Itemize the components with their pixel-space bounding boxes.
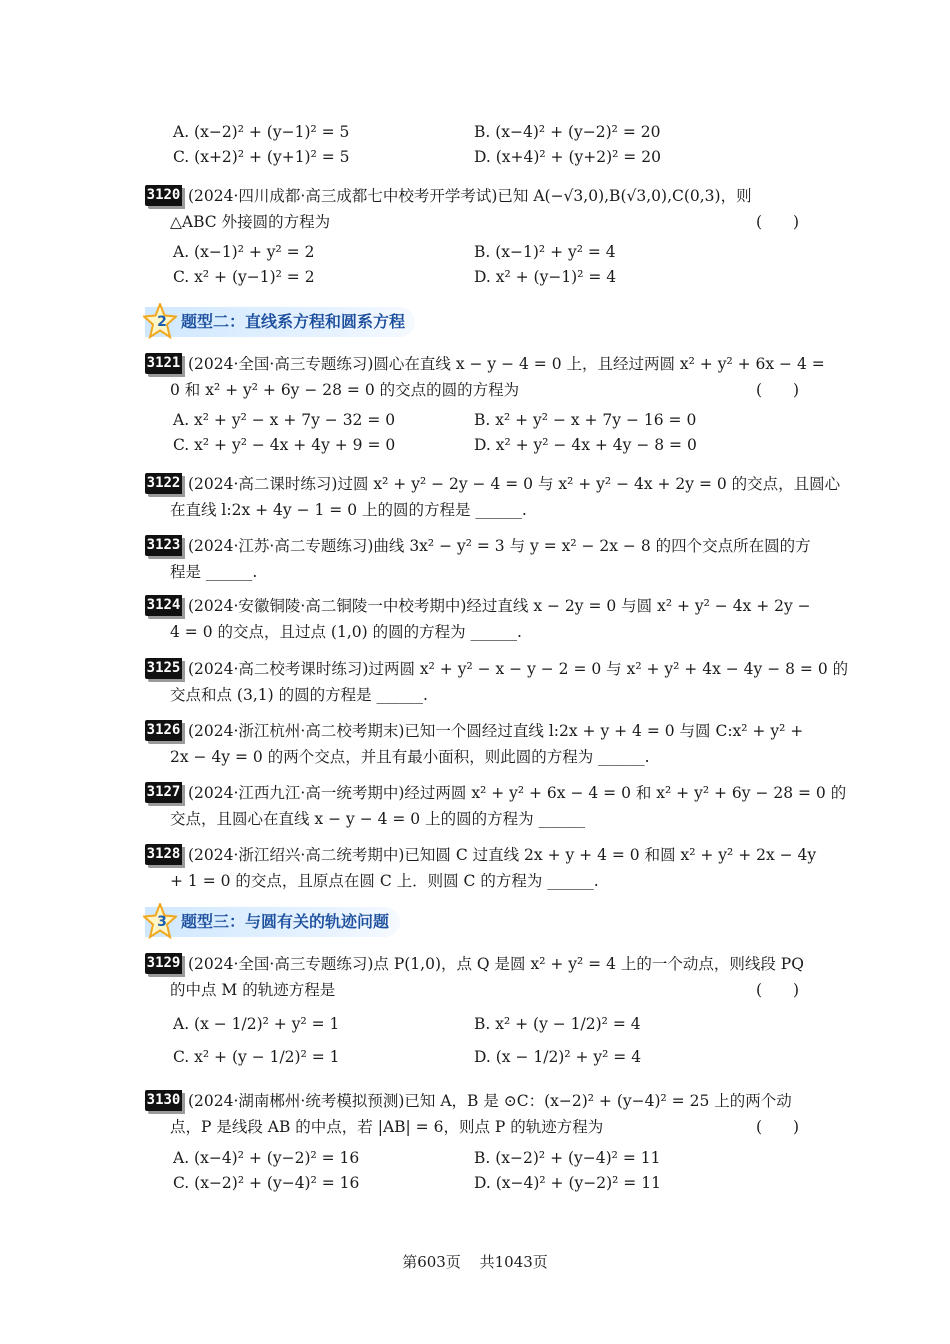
question-text: + 1 = 0 的交点，且原点在圆 C 上．则圆 C 的方程为 ______. xyxy=(170,872,599,890)
question-number: 3130 xyxy=(145,1090,182,1111)
answer-bracket: ( ) xyxy=(756,381,800,399)
question-text: (2024·江苏·高二专题练习)曲线 3x² − y² = 3 与 y = x² − 2x − 8 的四个交点所在圆的方 xyxy=(188,537,811,555)
option-c: C. x² + (y−1)² = 2 xyxy=(173,268,315,286)
option-b: B. (x−4)² + (y−2)² = 20 xyxy=(474,123,661,141)
question-text: 交点和点 (3,1) 的圆的方程是 ______. xyxy=(170,686,428,704)
question-number: 3124 xyxy=(145,595,182,616)
question-text: (2024·全国·高三专题练习)点 P(1,0)，点 Q 是圆 x² + y² = 4 上的一个动点，则线段 PQ xyxy=(188,955,804,973)
option-c: C. x² + (y − 1/2)² = 1 xyxy=(173,1048,340,1066)
section-title: 题型二：直线系方程和圆系方程 xyxy=(181,312,406,331)
option-c: C. x² + y² − 4x + 4y + 9 = 0 xyxy=(173,436,396,454)
question-number: 3123 xyxy=(145,535,182,556)
option-b: B. x² + (y − 1/2)² = 4 xyxy=(474,1015,641,1033)
section-number: 2 xyxy=(157,314,167,330)
option-d: D. x² + y² − 4x + 4y − 8 = 0 xyxy=(474,436,697,454)
section-number: 3 xyxy=(157,914,167,930)
section-header xyxy=(145,907,400,937)
question-text: (2024·安徽铜陵·高二铜陵一中校考期中)经过直线 x − 2y = 0 与圆 x² + y² − 4x + 2y − xyxy=(188,597,811,615)
option-a: A. x² + y² − x + 7y − 32 = 0 xyxy=(173,411,396,429)
question-text: 的中点 M 的轨迹方程是 xyxy=(170,981,336,999)
page-total: 共1043页 xyxy=(479,1253,548,1271)
question-number: 3128 xyxy=(145,844,182,865)
option-a: A. (x − 1/2)² + y² = 1 xyxy=(173,1015,340,1033)
question-text: 交点，且圆心在直线 x − y − 4 = 0 上的圆的方程为 ______ xyxy=(170,810,586,828)
question-number: 3129 xyxy=(145,953,182,974)
option-b: B. (x−1)² + y² = 4 xyxy=(474,243,616,261)
option-d: D. (x − 1/2)² + y² = 4 xyxy=(474,1048,642,1066)
question-text: (2024·高二课时练习)过圆 x² + y² − 2y − 4 = 0 与 x² + y² − 4x + 2y = 0 的交点，且圆心 xyxy=(188,475,841,493)
question-text: (2024·浙江杭州·高二校考期末)已知一个圆经过直线 l:2x + y + 4 = 0 与圆 C:x² + y² + xyxy=(188,722,804,740)
question-text: △ABC 外接圆的方程为 xyxy=(170,213,331,231)
question-text: (2024·高二校考课时练习)过两圆 x² + y² − x − y − 2 = 0 与 x² + y² + 4x − 4y − 8 = 0 的 xyxy=(188,660,849,678)
page-footer xyxy=(0,1251,950,1273)
option-d: D. x² + (y−1)² = 4 xyxy=(474,268,617,286)
question-text: (2024·四川成都·高三成都七中校考开学考试)已知 A(−√3,0),B(√3,0),C(0,3)，则 xyxy=(188,187,752,205)
question-number: 3125 xyxy=(145,658,182,679)
answer-bracket: ( ) xyxy=(756,1118,800,1136)
option-a: A. (x−4)² + (y−2)² = 16 xyxy=(173,1149,360,1167)
question-text: 0 和 x² + y² + 6y − 28 = 0 的交点的圆的方程为 xyxy=(170,381,520,399)
question-text: 2x − 4y = 0 的两个交点，并且有最小面积，则此圆的方程为 ______. xyxy=(170,748,650,766)
option-a: A. (x−2)² + (y−1)² = 5 xyxy=(173,123,350,141)
question-number: 3120 xyxy=(145,185,182,206)
question-number: 3121 xyxy=(145,353,182,374)
answer-bracket: ( ) xyxy=(756,981,800,999)
question-number: 3127 xyxy=(145,782,182,803)
question-text: (2024·江西九江·高一统考期中)经过两圆 x² + y² + 6x − 4 = 0 和 x² + y² + 6y − 28 = 0 的 xyxy=(188,784,847,802)
answer-bracket: ( ) xyxy=(756,213,800,231)
option-c: C. (x−2)² + (y−4)² = 16 xyxy=(173,1174,360,1192)
question-number: 3122 xyxy=(145,473,182,494)
question-text: 程是 ______. xyxy=(170,563,258,581)
question-text: (2024·湖南郴州·统考模拟预测)已知 A，B 是 ⊙C：(x−2)² + (y−4)² = 25 上的两个动 xyxy=(188,1092,792,1110)
question-text: 点，P 是线段 AB 的中点，若 |AB| = 6，则点 P 的轨迹方程为 xyxy=(170,1118,604,1136)
option-a: A. (x−1)² + y² = 2 xyxy=(173,243,315,261)
page-number: 第603页 xyxy=(402,1253,461,1271)
section-header xyxy=(145,307,415,337)
question-text: (2024·浙江绍兴·高二统考期中)已知圆 C 过直线 2x + y + 4 = 0 和圆 x² + y² + 2x − 4y xyxy=(188,846,817,864)
option-d: D. (x+4)² + (y+2)² = 20 xyxy=(474,148,661,166)
option-b: B. x² + y² − x + 7y − 16 = 0 xyxy=(474,411,697,429)
question-text: 4 = 0 的交点，且过点 (1,0) 的圆的方程为 ______. xyxy=(170,623,522,641)
option-b: B. (x−2)² + (y−4)² = 11 xyxy=(474,1149,661,1167)
question-text: (2024·全国·高三专题练习)圆心在直线 x − y − 4 = 0 上，且经过两圆 x² + y² + 6x − 4 = xyxy=(188,355,825,373)
section-title: 题型三：与圆有关的轨迹问题 xyxy=(181,912,390,931)
option-d: D. (x−4)² + (y−2)² = 11 xyxy=(474,1174,661,1192)
question-number: 3126 xyxy=(145,720,182,741)
question-text: 在直线 l:2x + 4y − 1 = 0 上的圆的方程是 ______. xyxy=(170,501,527,519)
option-c: C. (x+2)² + (y+1)² = 5 xyxy=(173,148,350,166)
